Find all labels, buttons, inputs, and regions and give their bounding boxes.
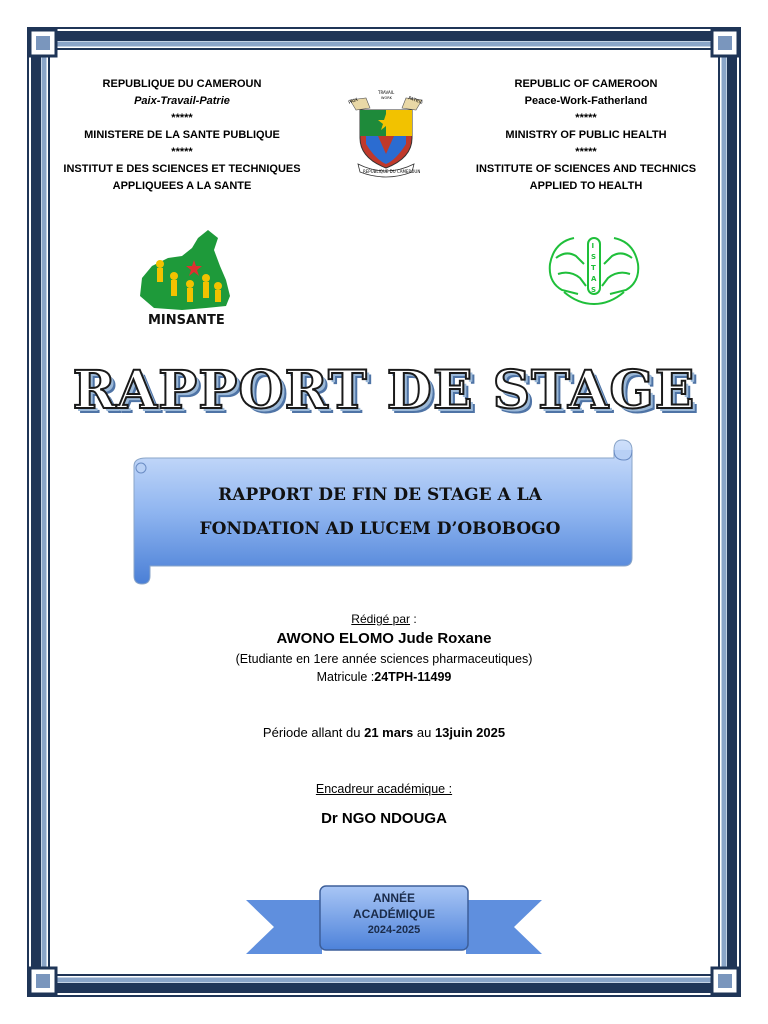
period-line	[0, 725, 768, 740]
period-prefix: Période allant du	[262, 725, 365, 740]
period-start: 21 mars	[364, 725, 414, 740]
svg-text:A: A	[591, 275, 597, 283]
coat-banner-text: REPUBLIQUE DU CAMEROUN	[363, 169, 421, 174]
country-name-fr: REPUBLIQUE DU CAMEROUN	[102, 78, 262, 90]
matricule-label: Matricule :	[316, 670, 375, 684]
main-title: RAPPORT DE STAGE	[72, 360, 696, 421]
ministry-fr: MINISTERE DE LA SANTE PUBLIQUE	[84, 129, 280, 141]
istas-logo-icon	[544, 230, 644, 310]
institute-fr-line1: INSTITUT E DES SCIENCES ET TECHNIQUES	[63, 163, 301, 175]
matricule-value: 24TPH-11499	[374, 670, 452, 684]
period-end: 13juin 2025	[434, 725, 506, 740]
motto-fr: Paix-Travail-Patrie	[134, 95, 230, 107]
institute-fr-line2: APPLIQUEES A LA SANTE	[112, 180, 252, 192]
period-middle: au	[413, 725, 435, 740]
separator-stars: *****	[575, 112, 597, 124]
svg-text:TRAVAIL: TRAVAIL	[378, 90, 395, 95]
minsante-logo-icon	[134, 226, 238, 328]
header-left	[52, 76, 312, 195]
author-label-suffix: :	[410, 612, 417, 626]
svg-text:WORK: WORK	[381, 96, 392, 100]
separator-stars: *****	[171, 112, 193, 124]
matricule-line	[0, 670, 768, 684]
minsante-label: MINSANTE	[148, 313, 225, 328]
svg-text:T: T	[591, 264, 596, 272]
header-right	[456, 76, 716, 195]
svg-text:S: S	[591, 286, 597, 294]
author-status: (Etudiante en 1ere année sciences pharmaceutiques)	[235, 652, 533, 666]
ribbon-line3: 2024-2025	[367, 924, 421, 936]
supervisor-label: Encadreur académique :	[315, 782, 453, 796]
separator-stars: *****	[171, 146, 193, 158]
country-name-en: REPUBLIC OF CAMEROON	[514, 78, 658, 90]
coat-of-arms-icon	[336, 88, 436, 178]
author-name: AWONO ELOMO Jude Roxane	[276, 630, 492, 647]
supervisor-name: Dr NGO NDOUGA	[321, 810, 447, 827]
academic-year-text	[320, 890, 468, 938]
report-subtitle	[150, 478, 610, 546]
author-label: Rédigé par	[351, 612, 411, 626]
svg-text:I: I	[591, 242, 595, 250]
subtitle-line2: FONDATION AD LUCEM D’OBOBOGO	[199, 519, 561, 539]
ribbon-line1: ANNÉE	[372, 891, 415, 905]
institute-en-line1: INSTITUTE OF SCIENCES AND TECHNICS	[475, 163, 697, 175]
separator-stars: *****	[575, 146, 597, 158]
svg-text:PAIX: PAIX	[347, 97, 360, 106]
institute-en-line2: APPLIED TO HEALTH	[529, 180, 643, 192]
subtitle-line1: RAPPORT DE FIN DE STAGE A LA	[218, 485, 542, 505]
author-label-line	[0, 612, 768, 626]
ministry-en: MINISTRY OF PUBLIC HEALTH	[505, 129, 667, 141]
svg-text:PATRIE: PATRIE	[407, 96, 424, 107]
svg-text:S: S	[591, 253, 597, 261]
motto-en: Peace-Work-Fatherland	[524, 95, 648, 107]
ribbon-line2: ACADÉMIQUE	[352, 907, 435, 921]
